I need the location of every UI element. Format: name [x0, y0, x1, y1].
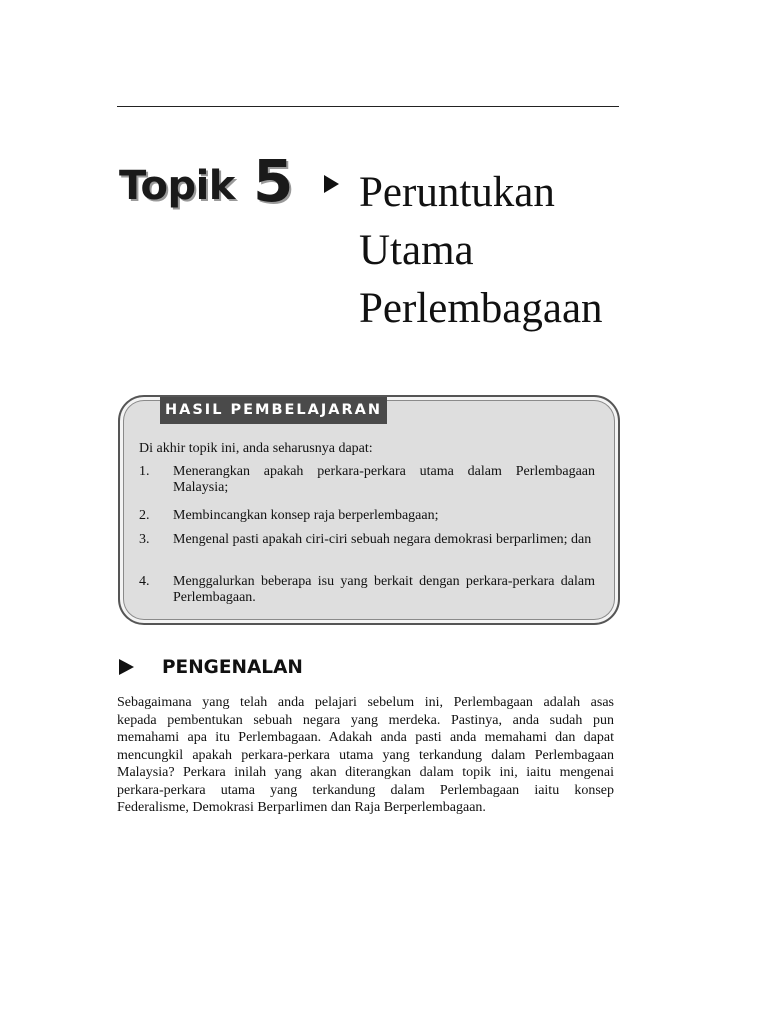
paragraph-line: Malaysia? Perkara inilah yang akan diterangkan dalam topik ini, iaitu mengenai	[117, 765, 614, 780]
paragraph-line: Sebagaimana yang telah anda pelajari sebelum ini, Perlembagaan adalah asas	[117, 695, 614, 710]
topic-title	[359, 164, 679, 338]
list-item-number: 4.	[139, 574, 150, 589]
learning-outcomes-header: HASIL PEMBELAJARAN	[160, 397, 387, 424]
learning-outcomes-intro: Di akhir topik ini, anda seharusnya dapat:	[139, 441, 373, 456]
list-item-number: 2.	[139, 508, 150, 523]
list-item-text: Menerangkan apakah perkara-perkara utama dalam Perlembagaan Malaysia;	[173, 464, 595, 495]
section-heading: PENGENALAN	[162, 657, 303, 678]
paragraph-line: kepada pembentukan sebuah negara yang merdeka. Pastinya, anda sudah pun	[117, 712, 614, 728]
list-item-number: 1.	[139, 464, 150, 479]
paragraph-line: perkara-perkara utama yang terkandung dalam Perlembagaan iaitu konsep	[117, 782, 614, 798]
introduction-paragraph	[117, 694, 614, 817]
topic-title-line: Perlembagaan	[359, 285, 603, 332]
paragraph-line: mencungkil apakah perkara-perkara utama yang terkandung dalam Perlembagaan	[117, 747, 614, 763]
paragraph-line: Federalisme, Demokrasi Berparlimen dan Raja Berperlembagaan.	[117, 800, 486, 815]
section-arrow-icon	[119, 659, 134, 675]
topic-label: Topik	[119, 163, 235, 209]
list-item-number: 3.	[139, 532, 150, 547]
topic-number: 5	[253, 147, 294, 215]
topic-title-line: Peruntukan	[359, 169, 555, 216]
list-item-text: Mengenal pasti apakah ciri-ciri sebuah negara demokrasi berparlimen; dan	[173, 532, 592, 547]
topic-title-line: Utama	[359, 227, 474, 274]
list-item-text: Menggalurkan beberapa isu yang berkait dengan perkara-perkara dalam Perlembagaan.	[173, 574, 595, 605]
title-arrow-icon	[324, 175, 339, 193]
top-rule	[117, 106, 619, 107]
paragraph-line: memahami apa itu Perlembagaan. Adakah anda pasti anda memahami dan dapat	[117, 730, 614, 745]
list-item-text: Membincangkan konsep raja berperlembagaan;	[173, 508, 439, 523]
